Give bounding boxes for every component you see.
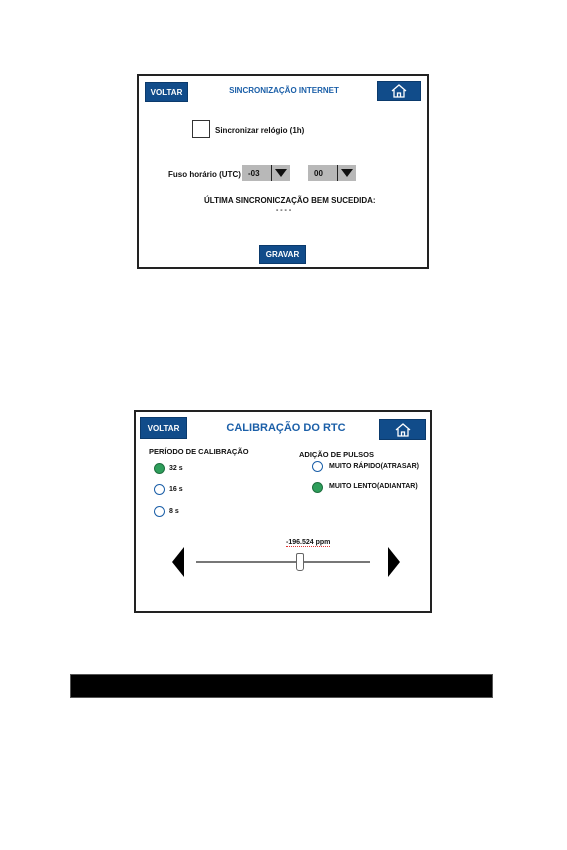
chevron-down-icon xyxy=(271,165,290,181)
increase-arrow-button[interactable] xyxy=(388,547,400,577)
save-button[interactable]: GRAVAR xyxy=(259,245,306,264)
sync-clock-checkbox[interactable] xyxy=(192,120,210,138)
page-title: SINCRONIZAÇÃO INTERNET xyxy=(229,86,339,95)
period-option-label: 16 s xyxy=(169,486,183,493)
home-icon xyxy=(391,84,407,98)
section-header-bar xyxy=(70,674,493,698)
pulses-heading: ADIÇÃO DE PULSOS xyxy=(299,450,375,459)
calibration-slider[interactable] xyxy=(196,561,370,563)
timezone-hours-value: -03 xyxy=(248,168,260,178)
page-title: CALIBRAÇÃO DO RTC xyxy=(226,422,346,434)
last-sync-value: - - - - xyxy=(276,207,292,214)
pulse-option-label: MUITO RÁPIDO(ATRASAR) xyxy=(329,463,419,470)
period-option-label: 32 s xyxy=(169,465,183,472)
back-button[interactable]: VOLTAR xyxy=(140,417,187,439)
timezone-minutes-dropdown[interactable] xyxy=(308,165,356,181)
chevron-down-icon xyxy=(337,165,356,181)
radio-button[interactable] xyxy=(154,484,165,495)
ppm-value: -196.524 ppm xyxy=(286,539,331,546)
internet-sync-screen xyxy=(137,74,429,269)
radio-button[interactable] xyxy=(154,506,165,517)
home-icon xyxy=(395,423,411,437)
timezone-hours-dropdown[interactable] xyxy=(242,165,290,181)
decrease-arrow-button[interactable] xyxy=(172,547,184,577)
rtc-calibration-screen xyxy=(134,410,432,613)
home-button[interactable] xyxy=(379,419,426,440)
period-heading: PERÍODO DE CALIBRAÇÃO xyxy=(149,447,249,456)
timezone-label: Fuso horário (UTC) xyxy=(168,170,241,179)
radio-button[interactable] xyxy=(312,461,323,472)
back-button[interactable]: VOLTAR xyxy=(145,82,188,102)
sync-clock-label: Sincronizar relógio (1h) xyxy=(215,126,305,135)
period-option-label: 8 s xyxy=(169,508,179,515)
pulse-option-label: MUITO LENTO(ADIANTAR) xyxy=(329,483,418,490)
radio-button[interactable] xyxy=(154,463,165,474)
slider-thumb[interactable] xyxy=(296,553,304,571)
home-button[interactable] xyxy=(377,81,421,101)
timezone-minutes-value: 00 xyxy=(314,168,323,178)
last-sync-label: ÚLTIMA SINCRONICZAÇÃO BEM SUCEDIDA: xyxy=(204,196,376,205)
radio-button[interactable] xyxy=(312,482,323,493)
